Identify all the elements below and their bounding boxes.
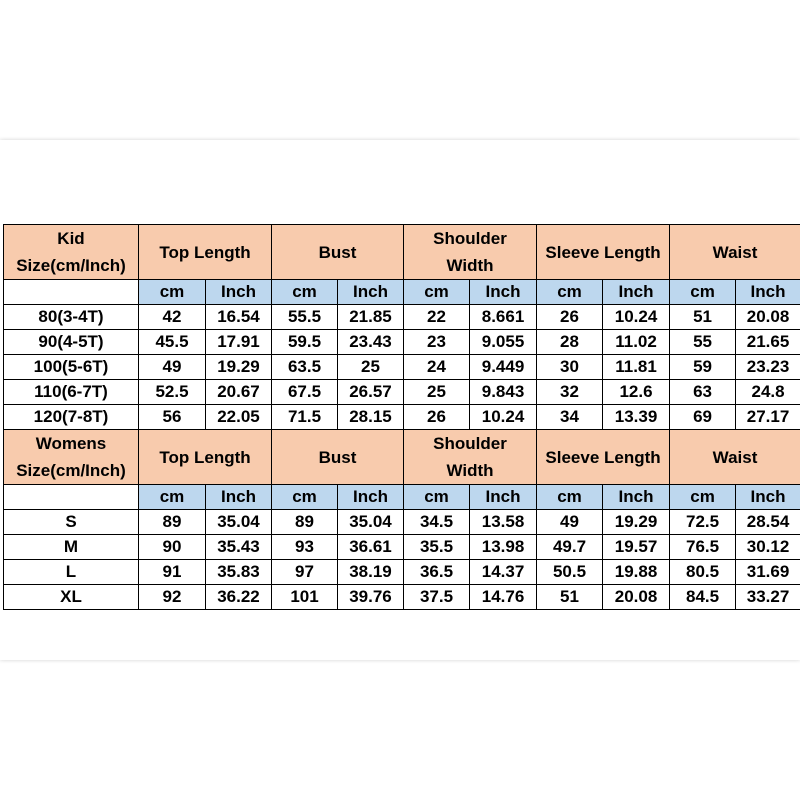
measurement-cell: 49: [139, 355, 206, 380]
measurement-cell: 19.57: [603, 535, 670, 560]
measurement-cell: 12.6: [603, 380, 670, 405]
womens-size-label: L: [4, 560, 139, 585]
measurement-cell: 38.19: [338, 560, 404, 585]
womens-size-row: [4, 585, 800, 610]
kid-size-label: 100(5-6T): [4, 355, 139, 380]
measurement-cell: 55: [670, 330, 736, 355]
measurement-cell: 42: [139, 305, 206, 330]
womens-header-row: [4, 430, 800, 485]
measurement-cell: 35.04: [338, 510, 404, 535]
kid-shoulder-line1: Shoulder: [433, 229, 507, 248]
womens-shoulder-line1: Shoulder: [433, 434, 507, 453]
measurement-cell: 13.98: [470, 535, 537, 560]
measurement-cell: 28.15: [338, 405, 404, 430]
measurement-cell: 16.54: [206, 305, 272, 330]
measurement-cell: 9.449: [470, 355, 537, 380]
measurement-cell: 80.5: [670, 560, 736, 585]
measurement-cell: 51: [537, 585, 603, 610]
kid-shoulder-line2: Width: [446, 256, 494, 275]
measurement-cell: 21.65: [736, 330, 800, 355]
measurement-cell: 93: [272, 535, 338, 560]
measurement-cell: 25: [404, 380, 470, 405]
measurement-cell: 9.055: [470, 330, 537, 355]
measurement-cell: 31.69: [736, 560, 800, 585]
measurement-cell: 56: [139, 405, 206, 430]
kid-sleeve-length-header: Sleeve Length: [537, 225, 670, 280]
kid-waist-header: Waist: [670, 225, 800, 280]
kid-size-header-line1: Kid: [57, 229, 85, 248]
measurement-cell: 35.83: [206, 560, 272, 585]
womens-shoulder-line2: Width: [446, 461, 494, 480]
measurement-cell: 13.39: [603, 405, 670, 430]
measurement-cell: 90: [139, 535, 206, 560]
unit-cm: cm: [404, 280, 470, 305]
womens-unit-blank: [4, 485, 139, 510]
size-chart-table: [3, 224, 800, 610]
measurement-cell: 22: [404, 305, 470, 330]
measurement-cell: 63: [670, 380, 736, 405]
measurement-cell: 28.54: [736, 510, 800, 535]
measurement-cell: 45.5: [139, 330, 206, 355]
measurement-cell: 11.02: [603, 330, 670, 355]
measurement-cell: 72.5: [670, 510, 736, 535]
measurement-cell: 17.91: [206, 330, 272, 355]
measurement-cell: 20.08: [603, 585, 670, 610]
measurement-cell: 20.08: [736, 305, 800, 330]
womens-sleeve-length-header: Sleeve Length: [537, 430, 670, 485]
measurement-cell: 27.17: [736, 405, 800, 430]
kid-bust-header: Bust: [272, 225, 404, 280]
kid-header-row: [4, 225, 800, 280]
womens-size-header: [4, 430, 139, 485]
measurement-cell: 52.5: [139, 380, 206, 405]
womens-top-length-header: Top Length: [139, 430, 272, 485]
measurement-cell: 10.24: [603, 305, 670, 330]
measurement-cell: 34: [537, 405, 603, 430]
unit-cm: cm: [670, 485, 736, 510]
measurement-cell: 14.76: [470, 585, 537, 610]
kid-size-label: 80(3-4T): [4, 305, 139, 330]
womens-shoulder-width-header: [404, 430, 537, 485]
kid-unit-row: [4, 280, 800, 305]
unit-cm: cm: [537, 485, 603, 510]
measurement-cell: 26: [537, 305, 603, 330]
kid-top-length-header: Top Length: [139, 225, 272, 280]
measurement-cell: 37.5: [404, 585, 470, 610]
measurement-cell: 26: [404, 405, 470, 430]
measurement-cell: 30.12: [736, 535, 800, 560]
kid-size-header-line2: Size(cm/Inch): [16, 256, 126, 275]
measurement-cell: 51: [670, 305, 736, 330]
kid-size-row: [4, 330, 800, 355]
unit-cm: cm: [139, 280, 206, 305]
measurement-cell: 32: [537, 380, 603, 405]
measurement-cell: 19.88: [603, 560, 670, 585]
kid-size-label: 120(7-8T): [4, 405, 139, 430]
measurement-cell: 24: [404, 355, 470, 380]
measurement-cell: 101: [272, 585, 338, 610]
measurement-cell: 39.76: [338, 585, 404, 610]
kid-size-header: [4, 225, 139, 280]
unit-inch: Inch: [736, 280, 800, 305]
unit-cm: cm: [537, 280, 603, 305]
measurement-cell: 69: [670, 405, 736, 430]
unit-inch: Inch: [206, 280, 272, 305]
measurement-cell: 19.29: [603, 510, 670, 535]
measurement-cell: 8.661: [470, 305, 537, 330]
unit-inch: Inch: [603, 485, 670, 510]
measurement-cell: 84.5: [670, 585, 736, 610]
measurement-cell: 33.27: [736, 585, 800, 610]
measurement-cell: 67.5: [272, 380, 338, 405]
measurement-cell: 49: [537, 510, 603, 535]
womens-size-row: [4, 510, 800, 535]
unit-cm: cm: [670, 280, 736, 305]
measurement-cell: 59: [670, 355, 736, 380]
womens-size-label: XL: [4, 585, 139, 610]
measurement-cell: 11.81: [603, 355, 670, 380]
measurement-cell: 63.5: [272, 355, 338, 380]
measurement-cell: 50.5: [537, 560, 603, 585]
measurement-cell: 71.5: [272, 405, 338, 430]
kid-size-row: [4, 380, 800, 405]
unit-cm: cm: [272, 485, 338, 510]
measurement-cell: 25: [338, 355, 404, 380]
measurement-cell: 36.22: [206, 585, 272, 610]
measurement-cell: 76.5: [670, 535, 736, 560]
measurement-cell: 55.5: [272, 305, 338, 330]
measurement-cell: 34.5: [404, 510, 470, 535]
womens-size-header-line1: Womens: [35, 434, 107, 453]
kid-size-row: [4, 405, 800, 430]
measurement-cell: 9.843: [470, 380, 537, 405]
unit-inch: Inch: [206, 485, 272, 510]
measurement-cell: 49.7: [537, 535, 603, 560]
kid-size-row: [4, 305, 800, 330]
measurement-cell: 23.43: [338, 330, 404, 355]
kid-size-label: 90(4-5T): [4, 330, 139, 355]
womens-size-label: M: [4, 535, 139, 560]
measurement-cell: 91: [139, 560, 206, 585]
measurement-cell: 92: [139, 585, 206, 610]
measurement-cell: 26.57: [338, 380, 404, 405]
unit-cm: cm: [272, 280, 338, 305]
unit-inch: Inch: [470, 485, 537, 510]
measurement-cell: 22.05: [206, 405, 272, 430]
measurement-cell: 30: [537, 355, 603, 380]
womens-size-row: [4, 535, 800, 560]
unit-inch: Inch: [736, 485, 800, 510]
measurement-cell: 14.37: [470, 560, 537, 585]
measurement-cell: 23: [404, 330, 470, 355]
womens-unit-row: [4, 485, 800, 510]
unit-cm: cm: [139, 485, 206, 510]
measurement-cell: 36.61: [338, 535, 404, 560]
measurement-cell: 23.23: [736, 355, 800, 380]
unit-cm: cm: [404, 485, 470, 510]
measurement-cell: 10.24: [470, 405, 537, 430]
measurement-cell: 13.58: [470, 510, 537, 535]
kid-size-row: [4, 355, 800, 380]
measurement-cell: 21.85: [338, 305, 404, 330]
measurement-cell: 28: [537, 330, 603, 355]
womens-size-header-line2: Size(cm/Inch): [16, 461, 126, 480]
womens-bust-header: Bust: [272, 430, 404, 485]
unit-inch: Inch: [338, 485, 404, 510]
measurement-cell: 35.04: [206, 510, 272, 535]
kid-unit-blank: [4, 280, 139, 305]
unit-inch: Inch: [603, 280, 670, 305]
womens-size-label: S: [4, 510, 139, 535]
measurement-cell: 89: [139, 510, 206, 535]
measurement-cell: 19.29: [206, 355, 272, 380]
kid-shoulder-width-header: [404, 225, 537, 280]
measurement-cell: 97: [272, 560, 338, 585]
measurement-cell: 59.5: [272, 330, 338, 355]
measurement-cell: 35.43: [206, 535, 272, 560]
measurement-cell: 89: [272, 510, 338, 535]
womens-size-row: [4, 560, 800, 585]
size-chart-body: [4, 225, 800, 610]
unit-inch: Inch: [470, 280, 537, 305]
womens-waist-header: Waist: [670, 430, 800, 485]
measurement-cell: 36.5: [404, 560, 470, 585]
unit-inch: Inch: [338, 280, 404, 305]
measurement-cell: 20.67: [206, 380, 272, 405]
measurement-cell: 35.5: [404, 535, 470, 560]
measurement-cell: 24.8: [736, 380, 800, 405]
kid-size-label: 110(6-7T): [4, 380, 139, 405]
